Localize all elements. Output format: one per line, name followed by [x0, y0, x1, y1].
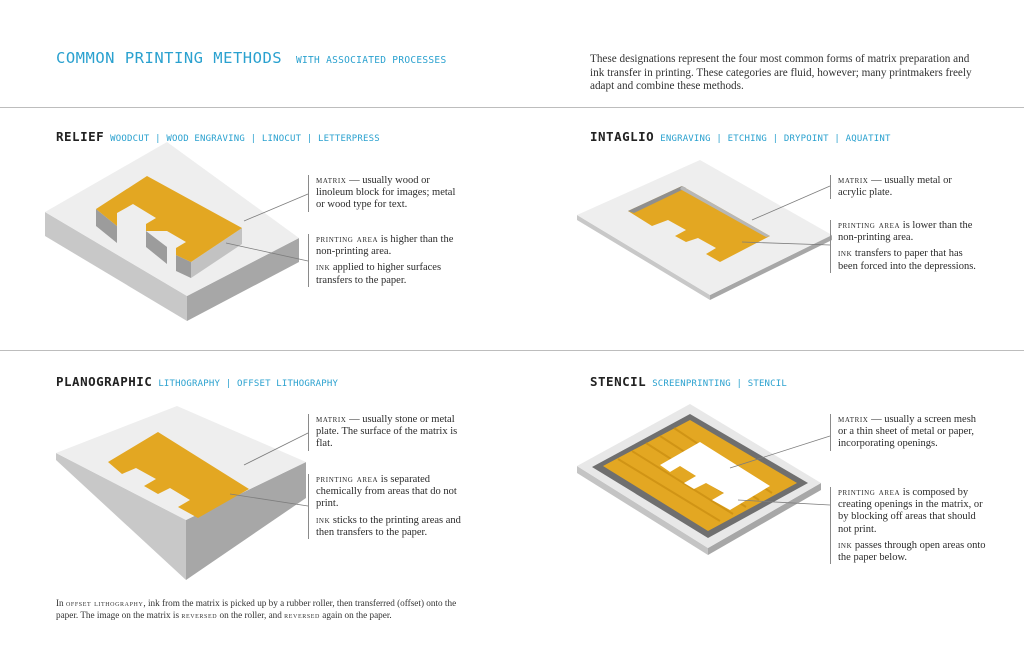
ink-term: ink — [316, 262, 331, 274]
intro-paragraph: These designations represent the four most common forms of matrix preparation and ink transfer in printing. These categories are fluid, however; many printmakers freely adapt and combine these methods. — [590, 53, 972, 92]
intaglio-processes: ENGRAVING | ETCHING | DRYPOINT | AQUATINT — [660, 134, 891, 144]
footnote-text: , ink from the matrix is picked up by a rubber roller, then transferred (offset) onto the paper. The image on the matrix is — [56, 598, 457, 620]
area-term: printing area — [316, 234, 379, 245]
matrix-term: matrix — [838, 414, 869, 425]
ink-desc: sticks to the printing areas and then transfers to the paper. — [316, 514, 461, 538]
matrix-term: matrix — [838, 175, 869, 186]
ink-term: ink — [316, 514, 331, 526]
stencil-name: STENCIL — [590, 374, 647, 389]
area-desc: is higher than the non-printing area. — [316, 234, 454, 258]
footnote-text: In — [56, 598, 66, 608]
intaglio-area-note — [830, 220, 980, 273]
matrix-desc: — usually metal or acrylic plate. — [838, 175, 952, 199]
stencil-processes: SCREENPRINTING | STENCIL — [652, 379, 788, 389]
intaglio-heading — [590, 126, 891, 145]
footnote-term-reversed: reversed — [284, 610, 320, 620]
ink-term: ink — [838, 248, 853, 260]
planographic-matrix-note — [308, 414, 466, 451]
stencil-heading — [590, 371, 787, 390]
area-desc: is separated chemically from areas that do not print. — [316, 474, 457, 510]
footnote-text: again on the paper. — [319, 610, 392, 620]
matrix-term: matrix — [316, 414, 347, 425]
title-subtitle: WITH ASSOCIATED PROCESSES — [295, 55, 447, 66]
planographic-processes: LITHOGRAPHY | OFFSET LITHOGRAPHY — [158, 379, 339, 389]
relief-matrix-note — [308, 175, 466, 212]
relief-heading — [56, 126, 380, 145]
matrix-term: matrix — [316, 175, 347, 186]
area-desc: is lower than the non-printing area. — [838, 220, 973, 244]
footnote-text: on the roller, and — [217, 610, 285, 620]
ink-term: ink — [838, 539, 853, 551]
relief-area-note — [308, 234, 466, 287]
planographic-area-note — [308, 474, 468, 539]
planographic-heading — [56, 371, 338, 390]
matrix-desc: — usually wood or linoleum block for images; metal or wood type for text. — [316, 175, 456, 211]
relief-processes: WOODCUT | WOOD ENGRAVING | LINOCUT | LETTERPRESS — [110, 134, 380, 144]
offset-footnote — [56, 597, 476, 621]
planographic-name: PLANOGRAPHIC — [56, 374, 153, 389]
intaglio-matrix-note — [830, 175, 980, 199]
ink-desc: passes through open areas onto the paper below. — [838, 539, 986, 564]
ink-desc: applied to higher surfaces transfers to the paper. — [316, 262, 442, 286]
area-term: printing area — [838, 487, 901, 498]
area-term: printing area — [316, 474, 379, 485]
intaglio-name: INTAGLIO — [590, 129, 655, 144]
ink-desc: transfers to paper that has been forced into the depressions. — [838, 248, 976, 272]
matrix-desc: — usually a screen mesh or a thin sheet of metal or paper, incorporating openings. — [838, 414, 977, 450]
stencil-matrix-note — [830, 414, 983, 451]
relief-illustration — [45, 142, 299, 321]
relief-name: RELIEF — [56, 129, 105, 144]
area-term: printing area — [838, 220, 901, 231]
footnote-term-reversed: reversed — [181, 610, 218, 620]
matrix-desc: — usually stone or metal plate. The surface of the matrix is flat. — [316, 414, 458, 450]
stencil-area-note — [830, 487, 988, 564]
stencil-illustration — [577, 404, 821, 555]
title-main: COMMON PRINTING METHODS — [56, 49, 283, 67]
intaglio-illustration — [577, 160, 832, 300]
area-desc: is composed by creating openings in the matrix, or by blocking off areas that should not print. — [838, 487, 983, 535]
footnote-term-offset: offset lithography — [65, 598, 144, 608]
planographic-illustration — [56, 406, 306, 580]
